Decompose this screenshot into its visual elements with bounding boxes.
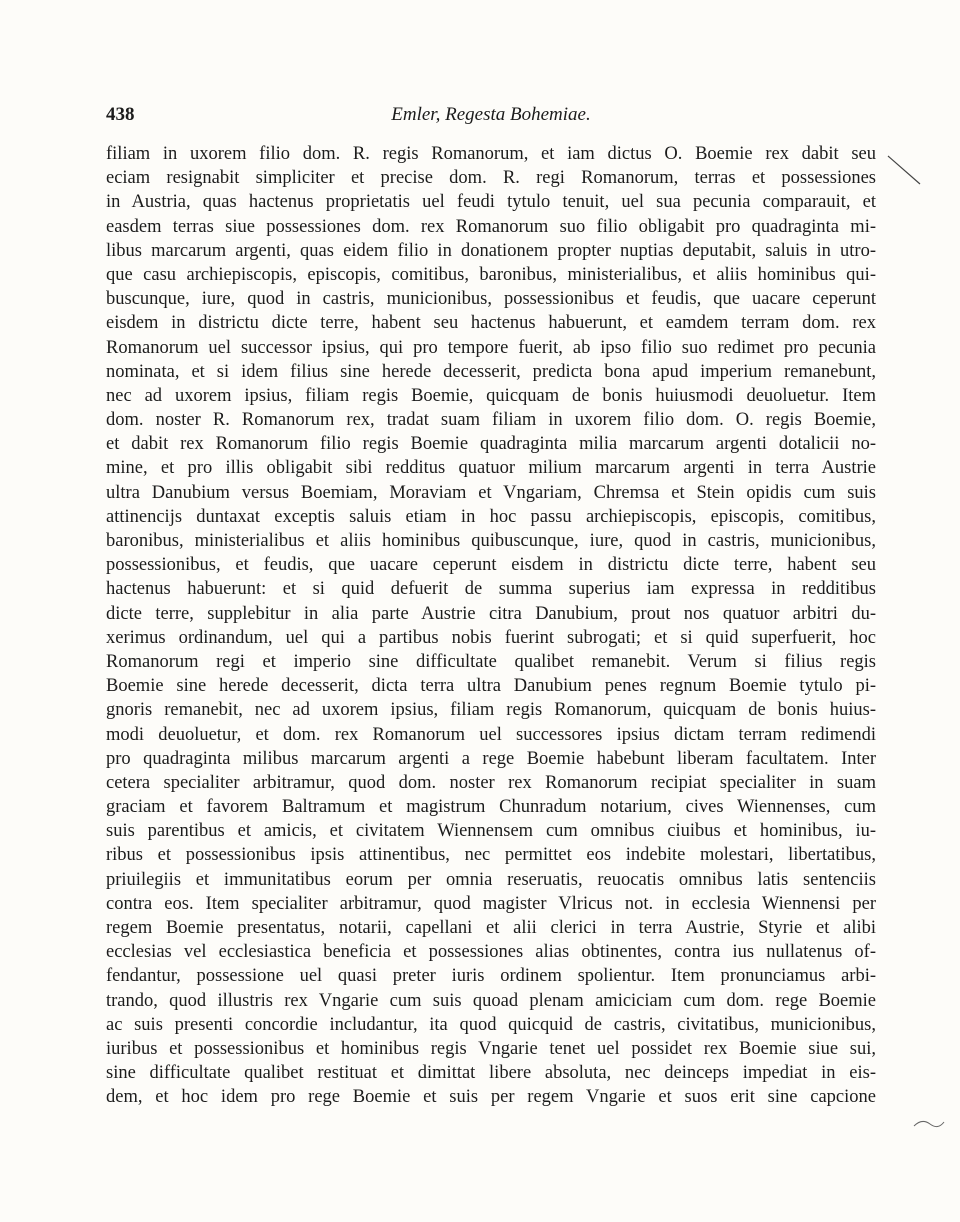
text-line: ac suis presenti concordie includantur, ita quod quicquid de castris, civitatibus, municionibus,	[106, 1014, 876, 1035]
text-line: in Austria, quas hactenus proprietatis uel feudi tytulo tenuit, uel sua pecunia comparauit, et	[106, 192, 876, 213]
text-line: priuilegiis et immunitatibus eorum per omnia reseruatis, reuocatis omnibus latis sentenciis	[106, 869, 876, 890]
text-line: modi deuoluetur, et dom. rex Romanorum uel successores ipsius dictam terram redimendi	[106, 724, 876, 745]
text-line: gnoris remanebit, nec ad uxorem ipsius, filiam regis Romanorum, quicquam de bonis huius-	[106, 700, 876, 721]
text-line: fendantur, possessione uel quasi preter iuris ordinem spolientur. Item pronunciamus arbi-	[106, 966, 876, 987]
text-line: Romanorum regi et imperio sine difficultate qualibet remanebit. Verum si filius regis	[106, 651, 876, 672]
text-line: nominata, et si idem filius sine herede decesserit, predicta bona apud imperium remanebunt,	[106, 361, 876, 382]
text-line: trando, quod illustris rex Vngarie cum suis quoad plenam amiciciam cum dom. rege Boemie	[106, 990, 876, 1011]
text-line: easdem terras siue possessiones dom. rex Romanorum suo filio obligabit pro quadraginta mi-	[106, 216, 876, 237]
text-line: dicte terre, supplebitur in alia parte Austrie citra Danubium, prout nos quatuor arbitri du-	[106, 603, 876, 624]
text-line: suis parentibus et amicis, et civitatem Wiennensem cum omnibus ciuibus et hominibus, iu-	[106, 821, 876, 842]
text-line: libus marcarum argenti, quas eidem filio in donationem propter nuptias deputabit, saluis in utro-	[106, 240, 876, 261]
margin-mark-top	[886, 152, 922, 188]
text-line: nec ad uxorem ipsius, filiam regis Boemie, quicquam de bonis huiusmodi deuoluetur. Item	[106, 385, 876, 406]
text-line: xerimus ordinandum, uel qui a partibus nobis fuerint subrogati; et si quid superfuerit, hoc	[106, 627, 876, 648]
text-line: ribus et possessionibus ipsis attinentibus, nec permittet eos indebite molestari, libertatibus,	[106, 845, 876, 866]
margin-mark-bottom	[912, 1116, 946, 1132]
page-number: 438	[106, 104, 135, 125]
text-line: sine difficultate qualibet restituat et dimittat libere absoluta, nec deinceps impediat in eis-	[106, 1063, 876, 1084]
text-line: regem Boemie presentatus, notarii, capellani et alii clerici in terra Austrie, Styrie et alibi	[106, 918, 876, 938]
text-line: ecclesias vel ecclesiastica beneficia et possessiones alias obtinentes, contra ius nullatenus of-	[106, 942, 876, 963]
text-line: baronibus, ministerialibus et aliis hominibus quibuscunque, iure, quod in castris, municionibus,	[106, 531, 876, 551]
text-line: eisdem in districtu dicte terre, habent seu hactenus habuerunt, et eamdem terram dom. rex	[106, 313, 876, 334]
text-line: que casu archiepiscopis, episcopis, comitibus, baronibus, ministerialibus, et aliis hominibus qui-	[106, 264, 876, 285]
text-line: graciam et favorem Baltramum et magistrum Chunradum notarium, cives Wiennenses, cum	[106, 797, 876, 818]
text-line: mine, et pro illis obligabit sibi redditus quatuor milium marcarum argenti in terra Austrie	[106, 458, 876, 479]
text-line: filiam in uxorem filio dom. R. regis Romanorum, et iam dictus O. Boemie rex dabit seu	[106, 144, 876, 164]
running-title: Emler, Regesta Bohemiae.	[391, 104, 591, 125]
text-line: ultra Danubium versus Boemiam, Moraviam et Vngariam, Chremsa et Stein opidis cum suis	[106, 482, 876, 503]
text-line: contra eos. Item specialiter arbitramur, quod magister Vlricus not. in ecclesia Wiennensi per	[106, 893, 876, 914]
text-line: Romanorum uel successor ipsius, qui pro tempore fuerit, ab ipso filio suo redimet pro pecunia	[106, 337, 876, 358]
text-line: Boemie sine herede decesserit, dicta terra ultra Danubium penes regnum Boemie tytulo pi-	[106, 676, 876, 697]
text-line: dom. noster R. Romanorum rex, tradat suam filiam in uxorem filio dom. O. regis Boemie,	[106, 410, 876, 431]
text-line: et dabit rex Romanorum filio regis Boemie quadraginta milia marcarum argenti dotalicii no-	[106, 434, 876, 455]
text-line: attinencijs duntaxat exceptis saluis etiam in hoc passu archiepiscopis, episcopis, comitibus,	[106, 506, 876, 527]
text-line: dem, et hoc idem pro rege Boemie et suis per regem Vngarie et suos erit sine capcione	[106, 1087, 876, 1108]
text-line: iuribus et possessionibus et hominibus regis Vngarie tenet uel possidet rex Boemie siue sui,	[106, 1038, 876, 1059]
body-text	[106, 142, 876, 1110]
text-line: pro quadraginta milibus marcarum argenti a rege Boemie habebunt liberam facultatem. Inter	[106, 748, 876, 769]
text-line: buscunque, iure, quod in castris, municionibus, possessionibus et feudis, que uacare ceperunt	[106, 289, 876, 310]
text-line: hactenus habuerunt: et si quid defuerit de summa superius iam expressa in redditibus	[106, 579, 876, 600]
text-line: possessionibus, et feudis, que uacare ceperunt eisdem in districtu dicte terre, habent seu	[106, 555, 876, 576]
text-line: cetera specialiter arbitramur, quod dom. noster rex Romanorum recipiat specialiter in suam	[106, 772, 876, 793]
text-line: eciam resignabit simpliciter et precise dom. R. regi Romanorum, terras et possessiones	[106, 168, 876, 189]
page-header	[106, 104, 876, 128]
